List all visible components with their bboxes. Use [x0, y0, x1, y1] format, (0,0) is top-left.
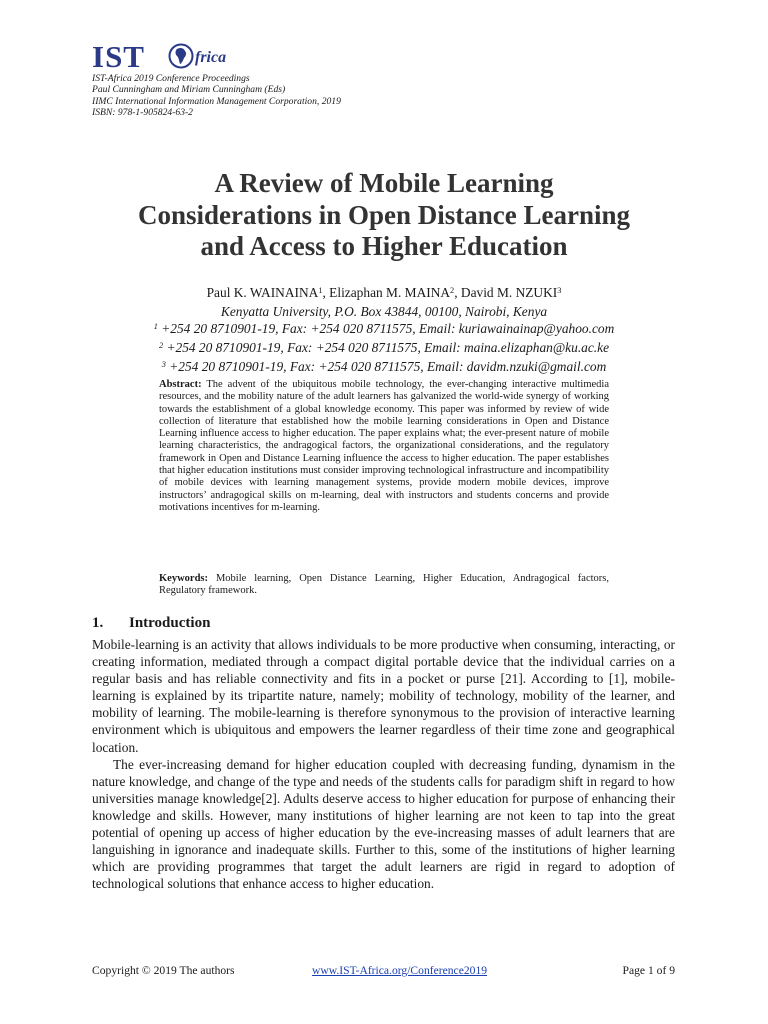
author-name: Elizaphan M. MAINA [329, 285, 451, 300]
abstract-label: Abstract: [159, 379, 202, 390]
author-sup: 3 [557, 285, 562, 295]
logo-frica-text: frica [195, 49, 227, 66]
contact-line [60, 358, 708, 377]
ist-africa-logo [92, 40, 232, 74]
body-paragraph: Mobile-learning is an activity that allows individuals to be more productive when consuming, interacting, or creating information, mediated through a compact digital portable device that the individual carries on a regular basis and has reliable connectivity and fits in a pocket or purse [21]. According to [1], mobile-learning is explained by its tripartite nature, namely; mobility of technology, mobility of the learner, and mobility of learning. The mobile-learning is therefore synonymous to the provision of interactive learning environment which is ubiquitous and empowers the learner regardless of their time zone and geographical location. [92, 637, 675, 755]
author-name: David M. NZUKI [460, 285, 558, 300]
author-names [60, 284, 708, 303]
logo-ist-text: IST [92, 39, 145, 74]
contact-text: +254 20 8710901-19, Fax: +254 020 8711575, Email: davidm.nzuki@gmail.com [165, 359, 607, 374]
contact-line [60, 339, 708, 358]
title-line: A Review of Mobile Learning [214, 168, 554, 198]
author-sup: 2 [450, 285, 455, 295]
author-name: Paul K. WAINAINA [206, 285, 319, 300]
body-paragraph: The ever-increasing demand for higher education coupled with decreasing funding, dynamism in the nature knowledge, and change of the type and needs of the students calls for paradigm shift in regard to how universities manage knowledge[2]. Adults deserve access to higher education for purpose of enhancing their knowledge and skills. However, many institutions of higher learning are not keen to tap into the great potential of opening up access of higher education by the eve-increasing masses of adult learners that are languishing in ignorance and inadequate skills. Further to this, some of the institutions of higher learning which are providing programmes that target the adult learners are rigid in regard to adoption of technological solutions that enhance access to higher education. [92, 756, 675, 892]
section-number: 1. [92, 615, 104, 631]
proceedings-line: ISBN: 978-1-905824-63-2 [92, 107, 193, 119]
proceedings-info [92, 73, 341, 119]
section-heading [92, 614, 210, 632]
contact-text: +254 20 8710901-19, Fax: +254 020 8711575, Email: maina.elizaphan@ku.ac.ke [163, 340, 610, 355]
proceedings-line: Paul Cunningham and Miriam Cunningham (Eds) [92, 84, 286, 96]
contact-sup: 3 [161, 359, 166, 369]
section-body [92, 636, 675, 892]
footer-link[interactable]: www.IST-Africa.org/Conference2019 [312, 964, 488, 977]
contact-sup: 2 [158, 340, 164, 350]
title-line: and Access to Higher Education [200, 231, 568, 261]
keywords-label: Keywords: [159, 573, 208, 584]
contact-sup: 1 [153, 321, 158, 331]
proceedings-line: IST-Africa 2019 Conference Proceedings [92, 73, 250, 84]
abstract-text: The advent of the ubiquitous mobile technology, the ever-changing interactive multimedia resources, and the mobility nature of the adult learners has galvanized the world-wide synergy of working towards the establishment of a global knowledge economy. This paper was informed by review of wide collection of literature that established how the mobile learning considerations in Open and Distance Learning influence access to higher education. The paper explains what; the ever-present nature of mobile learning characteristics, the andragogical factors, the organizational considerations, and the regulatory framework in Open and Distance Learning influence the access to higher education. The paper establishes that higher education institutions must consider improving technological infrastructure and incompatibility of mobile devices with learning management systems, provide modern mobile devices, improve instructors’ andragogical skills on m-learning, deal with instructors and students concerns and provide motivations incentives for m-learning. [159, 379, 609, 513]
keywords-text: Mobile learning, Open Distance Learning, Higher Education, Andragogical factors, Regulatory framework. [159, 573, 609, 597]
affiliation: Kenyatta University, P.O. Box 43844, 00100, Nairobi, Kenya [220, 304, 548, 319]
africa-globe-icon [168, 43, 194, 69]
author-sep: , [322, 285, 330, 300]
paper-title [60, 168, 708, 263]
contact-line [60, 320, 708, 339]
abstract [159, 379, 609, 514]
footer-page-number: Page 1 of 9 [622, 964, 675, 977]
keywords [159, 573, 609, 598]
section-title: Introduction [129, 615, 211, 631]
proceedings-line: IIMC International Information Management Corporation, 2019 [92, 95, 341, 107]
author-sep: , [454, 285, 461, 300]
footer-copyright: Copyright © 2019 The authors [92, 964, 235, 977]
author-sup: 1 [318, 285, 323, 295]
contact-text: +254 20 8710901-19, Fax: +254 020 8711575, Email: kuriawainainap@yahoo.com [157, 321, 615, 336]
author-block [60, 284, 708, 377]
title-line: Considerations in Open Distance Learning [137, 199, 631, 230]
